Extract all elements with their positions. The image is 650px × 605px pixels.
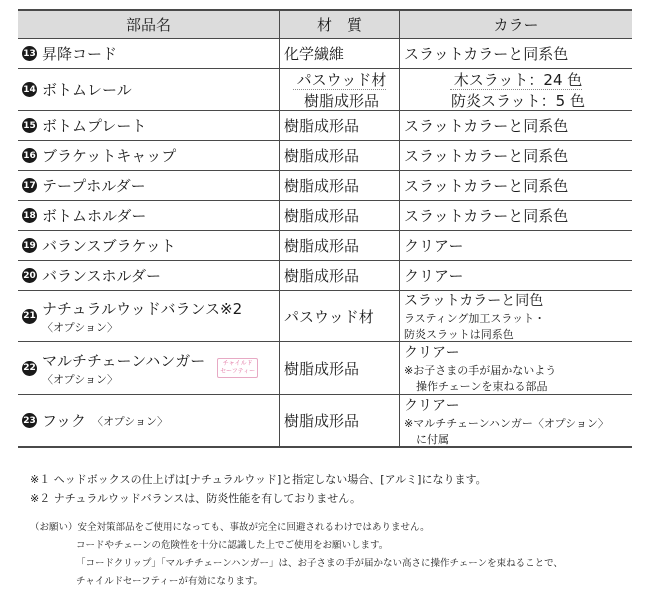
material-cell: 樹脂成形品: [279, 201, 399, 230]
table-row: [18, 201, 632, 231]
table-header: [18, 9, 632, 39]
table-row: [18, 342, 632, 395]
part-name: 昇降コード: [42, 45, 118, 63]
part-name: ボトムレール: [42, 81, 132, 99]
option-label: 〈オプション〉: [91, 414, 168, 428]
color-note: ※マルチチェーンハンガー〈オプション〉: [404, 416, 609, 430]
header-material: 材 質: [279, 11, 399, 38]
color-cell: スラットカラーと同系色: [399, 171, 632, 200]
number-badge: 15: [22, 118, 37, 133]
table-row: [18, 395, 632, 448]
part-name: ボトムプレート: [42, 117, 147, 135]
number-badge: 16: [22, 148, 37, 163]
footnote-2: ※２ ナチュラルウッドバランスは、防炎性能を有しておりません。: [30, 492, 361, 505]
caution-line: 「コードクリップ」「マルチチェーンハンガー」は、お子さまの手が届かない高さに操作チェーンを束ねることで、: [76, 558, 563, 569]
material-cell: 樹脂成形品: [279, 231, 399, 260]
caution-line: チャイルドセーフティーが有効になります。: [76, 576, 264, 587]
table-row: [18, 171, 632, 201]
color-cell: 防炎スラット：5 色: [450, 91, 585, 110]
part-name: ナチュラルウッドバランス※2: [42, 299, 243, 318]
parts-table: [18, 9, 632, 448]
part-name: フック: [42, 412, 86, 430]
material-cell: 化学繊維: [279, 39, 399, 68]
footnotes: [30, 470, 487, 508]
color-note: ラスティング加工スラット・: [404, 312, 546, 325]
material-cell: 樹脂成形品: [279, 342, 399, 394]
table-row: [18, 231, 632, 261]
number-badge: 14: [22, 82, 37, 97]
part-name: ボトムホルダー: [42, 207, 147, 225]
color-cell: クリアー: [399, 231, 632, 260]
color-cell: スラットカラーと同系色: [399, 39, 632, 68]
footnote-1: ※１ ヘッドボックスの仕上げは[ナチュラルウッド]と指定しない場合、[アルミ]になります。: [30, 473, 487, 486]
number-badge: 19: [22, 238, 37, 253]
table-row: [18, 261, 632, 291]
color-cell: スラットカラーと同系色: [399, 141, 632, 170]
part-name: テープホルダー: [42, 177, 146, 195]
part-name: マルチチェーンハンガー: [42, 351, 206, 370]
color-cell: クリアー: [399, 261, 632, 290]
number-badge: 13: [22, 46, 37, 61]
table-row: [18, 111, 632, 141]
part-name: バランスブラケット: [42, 237, 176, 255]
header-name: 部品名: [125, 16, 171, 34]
material-cell: 樹脂成形品: [279, 111, 399, 140]
material-cell: パスウッド材: [279, 291, 399, 341]
color-note: 操作チェーンを束ねる部品: [416, 380, 548, 393]
header-color: カラー: [399, 11, 632, 38]
material-cell: 樹脂成形品: [279, 141, 399, 170]
number-badge: 20: [22, 268, 37, 283]
option-label: 〈オプション〉: [42, 372, 119, 386]
number-badge: 22: [22, 361, 37, 376]
material-cell: 樹脂成形品: [303, 91, 379, 110]
table-row: [18, 39, 632, 69]
color-cell: スラットカラーと同系色: [399, 111, 632, 140]
color-cell: クリアー: [404, 397, 460, 414]
option-label: 〈オプション〉: [42, 320, 119, 334]
part-name: ブラケットキャップ: [42, 147, 177, 165]
material-cell: パスウッド材: [293, 69, 387, 90]
color-cell: スラットカラーと同色: [404, 293, 544, 309]
material-cell: 樹脂成形品: [279, 395, 399, 446]
color-note: に付属: [416, 432, 449, 446]
caution-notes: [30, 519, 563, 591]
color-note: 防炎スラットは同系色: [404, 328, 514, 341]
material-cell: 樹脂成形品: [279, 171, 399, 200]
color-cell: 木スラット：24 色: [450, 69, 583, 90]
number-badge: 21: [22, 309, 37, 324]
part-name: バランスホルダー: [42, 267, 161, 285]
caution-line: （お願い）安全対策部品をご使用になっても、事故が完全に回避されるわけではありません。: [30, 522, 430, 533]
number-badge: 17: [22, 178, 37, 193]
color-cell: スラットカラーと同系色: [399, 201, 632, 230]
material-cell: 樹脂成形品: [279, 261, 399, 290]
table-row: [18, 69, 632, 111]
table-row: [18, 141, 632, 171]
caution-line: コードやチェーンの危険性を十分に認識した上でご使用をお願いします。: [76, 540, 389, 551]
number-badge: 23: [22, 413, 37, 428]
table-row: [18, 291, 632, 342]
color-note: ※お子さまの手が届かないよう: [404, 364, 557, 377]
color-cell: クリアー: [404, 345, 460, 361]
child-safety-badge: チャイルド セーフティー: [217, 358, 258, 378]
number-badge: 18: [22, 208, 37, 223]
